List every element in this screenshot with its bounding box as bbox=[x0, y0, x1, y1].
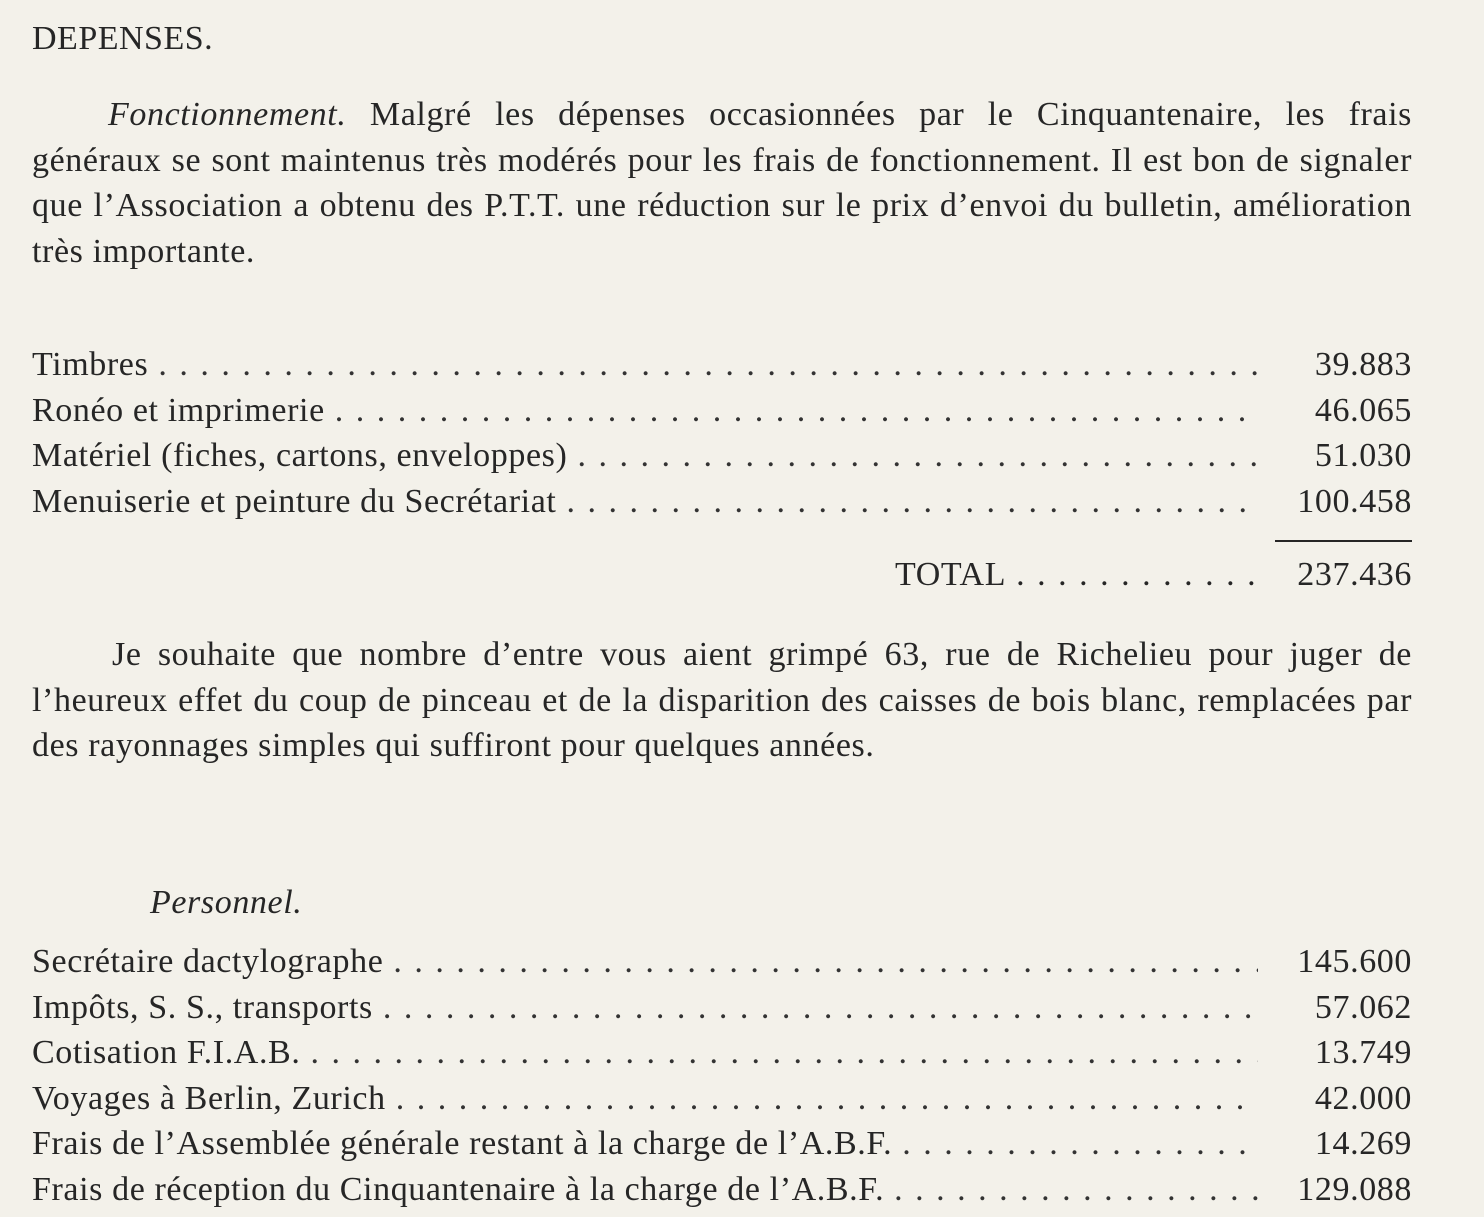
ledger-row bbox=[32, 1171, 1412, 1217]
ledger-personnel bbox=[32, 943, 1412, 1216]
dot-leader bbox=[902, 1125, 1258, 1163]
ledger-amount: 100.458 bbox=[1297, 482, 1412, 520]
ledger-row bbox=[32, 1125, 1412, 1171]
ledger-label: Matériel (fiches, cartons, enveloppes) bbox=[32, 437, 568, 474]
ledger-row bbox=[32, 989, 1412, 1035]
ledger-label: Ronéo et imprimerie bbox=[32, 391, 325, 429]
ledger-label: Cotisation F.I.A.B. bbox=[32, 1034, 301, 1071]
ledger-amount: 13.749 bbox=[1314, 1034, 1412, 1071]
ledger-row bbox=[32, 943, 1412, 989]
ledger-row bbox=[32, 346, 1412, 392]
ledger-amount: 145.600 bbox=[1297, 943, 1412, 980]
dot-leader bbox=[396, 1080, 1258, 1118]
personnel-heading: Personnel. bbox=[150, 884, 303, 921]
ledger-label: Impôts, S. S., transports bbox=[32, 988, 373, 1026]
ledger-label: Frais de l’Assemblée générale restant à la charge de l’A.B.F. bbox=[32, 1125, 893, 1162]
dot-leader bbox=[335, 392, 1258, 430]
ledger-amount: 129.088 bbox=[1297, 1170, 1412, 1208]
ledger-amount: 14.269 bbox=[1314, 1125, 1412, 1162]
ledger-row bbox=[32, 437, 1412, 483]
ledger-amount: 46.065 bbox=[1314, 391, 1412, 429]
ledger-row bbox=[32, 1034, 1412, 1080]
ledger-fonctionnement bbox=[32, 346, 1412, 528]
ledger-label: Voyages à Berlin, Zurich bbox=[32, 1079, 386, 1117]
ledger-label: Timbres bbox=[32, 346, 149, 383]
total-label: TOTAL bbox=[895, 556, 1007, 593]
paragraph-lead: Fonctionnement. bbox=[108, 96, 347, 133]
dot-leader bbox=[1016, 556, 1258, 594]
section-heading: DEPENSES. bbox=[32, 20, 214, 57]
ledger-row bbox=[32, 1080, 1412, 1126]
paragraph-body: Malgré les dépenses occasionnées par le Cinquantenaire, les frais généraux se sont maintenus très modérés pour les frais de fonctionnement. Il est bon de signaler que l’Association a obtenu des P.T.T. une réduction sur le prix d’envoi du bulletin, amélioration très importante. bbox=[32, 96, 1412, 270]
dot-leader bbox=[393, 943, 1258, 981]
ledger-label: Frais de réception du Cinquantenaire à la charge de l’A.B.F. bbox=[32, 1170, 885, 1208]
ledger-amount: 42.000 bbox=[1314, 1079, 1412, 1117]
dot-leader bbox=[577, 437, 1258, 475]
paragraph-richelieu: Je souhaite que nombre d’entre vous aient grimpé 63, rue de Richelieu pour juger de l’heureux effet du coup de pinceau et de la disparition des caisses de bois blanc, remplacées par des rayonnages simples qui suffiront pour quelques années. bbox=[32, 636, 1412, 764]
total-row bbox=[895, 556, 1412, 594]
dot-leader bbox=[894, 1171, 1258, 1209]
total-rule bbox=[1275, 540, 1412, 542]
ledger-row bbox=[32, 392, 1412, 438]
ledger-amount: 51.030 bbox=[1314, 437, 1412, 474]
total-amount: 237.436 bbox=[1297, 556, 1412, 593]
dot-leader bbox=[310, 1034, 1258, 1072]
paragraph-fonctionnement bbox=[32, 92, 1412, 274]
dot-leader bbox=[566, 483, 1258, 521]
dot-leader bbox=[383, 989, 1258, 1027]
ledger-amount: 57.062 bbox=[1314, 988, 1412, 1026]
ledger-row bbox=[32, 483, 1412, 529]
ledger-label: Menuiserie et peinture du Secrétariat bbox=[32, 482, 557, 520]
dot-leader bbox=[158, 346, 1258, 384]
ledger-amount: 39.883 bbox=[1314, 346, 1412, 383]
ledger-label: Secrétaire dactylographe bbox=[32, 943, 384, 980]
